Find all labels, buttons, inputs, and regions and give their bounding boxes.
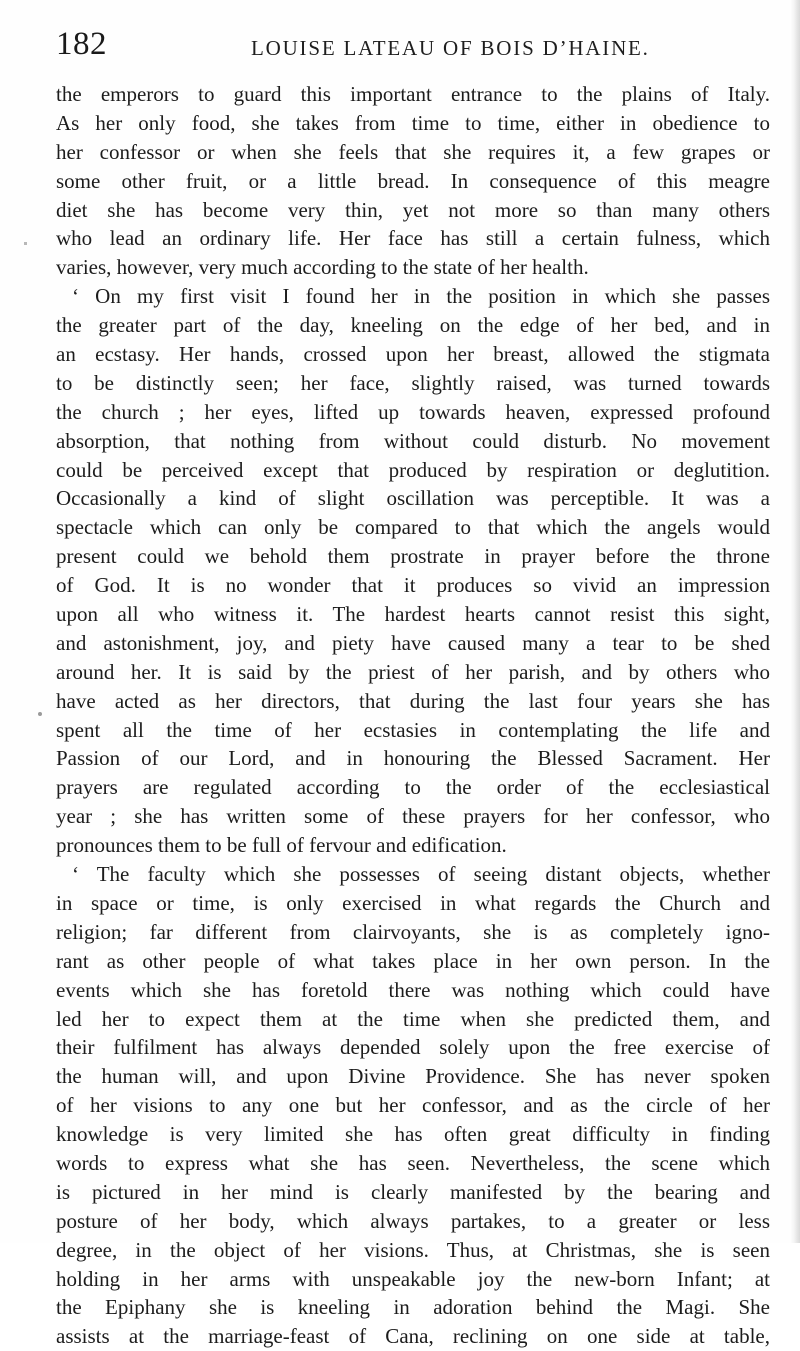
text-line: prayers are regulated according to the order of the ecclesiastical bbox=[56, 775, 770, 800]
text-line: around her. It is said by the priest of her parish, and by others who bbox=[56, 659, 770, 684]
text-line: in space or time, is only exercised in what regards the Church and bbox=[56, 890, 770, 915]
text-line: of her visions to any one but her confessor, and as the circle of her bbox=[56, 1093, 770, 1118]
text-line: have acted as her directors, that during the last four years she has bbox=[56, 688, 770, 713]
text-line: the human will, and upon Divine Providence. She has never spoken bbox=[56, 1064, 770, 1089]
margin-mark bbox=[24, 242, 27, 245]
text-line: an ecstasy. Her hands, crossed upon her breast, allowed the stigmata bbox=[56, 342, 770, 367]
text-line: holding in her arms with unspeakable joy the new-born Infant; at bbox=[56, 1266, 770, 1291]
text-line: assists at the marriage-feast of Cana, reclining on one side at table, bbox=[56, 1324, 770, 1349]
text-line: the greater part of the day, kneeling on the edge of her bed, and in bbox=[56, 313, 770, 338]
text-line: could be perceived except that produced by respiration or deglutition. bbox=[56, 457, 770, 482]
page-header bbox=[56, 26, 776, 70]
text-line: As her only food, she takes from time to time, either in obedience to bbox=[56, 110, 770, 135]
text-line: posture of her body, which always partakes, to a greater or less bbox=[56, 1208, 770, 1233]
text-line: pronounces them to be full of fervour and edification. bbox=[56, 833, 507, 858]
text-line: present could we behold them prostrate in prayer before the throne bbox=[56, 544, 770, 569]
text-line: events which she has foretold there was nothing which could have bbox=[56, 977, 770, 1002]
text-line: is pictured in her mind is clearly manifested by the bearing and bbox=[56, 1179, 770, 1204]
text-line: religion; far different from clairvoyants, she is as completely igno- bbox=[56, 919, 770, 944]
text-line: and astonishment, joy, and piety have caused many a tear to be shed bbox=[56, 630, 770, 655]
text-line: absorption, that nothing from without could disturb. No movement bbox=[56, 428, 770, 453]
text-line: spectacle which can only be compared to that which the angels would bbox=[56, 515, 770, 540]
text-line: varies, however, very much according to the state of her health. bbox=[56, 255, 589, 280]
text-line: the church ; her eyes, lifted up towards heaven, expressed profound bbox=[56, 399, 770, 424]
text-line: ‘ The faculty which she possesses of seeing distant objects, whether bbox=[72, 862, 770, 887]
text-line: who lead an ordinary life. Her face has still a certain fulness, which bbox=[56, 226, 770, 251]
text-line: year ; she has written some of these prayers for her confessor, who bbox=[56, 804, 770, 829]
text-line: their fulfilment has always depended solely upon the free exercise of bbox=[56, 1035, 770, 1060]
body-text bbox=[56, 80, 770, 1351]
text-line: spent all the time of her ecstasies in contemplating the life and bbox=[56, 717, 770, 742]
text-line: words to express what she has seen. Nevertheless, the scene which bbox=[56, 1150, 770, 1175]
text-line: degree, in the object of her visions. Thus, at Christmas, she is seen bbox=[56, 1237, 770, 1262]
text-line: some other fruit, or a little bread. In consequence of this meagre bbox=[56, 168, 770, 193]
text-line: the Epiphany she is kneeling in adoration behind the Magi. She bbox=[56, 1295, 770, 1320]
text-line: led her to expect them at the time when she predicted them, and bbox=[56, 1006, 770, 1031]
text-line: knowledge is very limited she has often great difficulty in finding bbox=[56, 1122, 770, 1147]
margin-dot bbox=[38, 712, 42, 716]
text-line: Passion of our Lord, and in honouring the Blessed Sacrament. Her bbox=[56, 746, 770, 771]
text-line: upon all who witness it. The hardest hearts cannot resist this sight, bbox=[56, 602, 770, 627]
text-line: Occasionally a kind of slight oscillation was perceptible. It was a bbox=[56, 486, 770, 511]
running-head: LOUISE LATEAU OF BOIS D’HAINE. bbox=[251, 36, 650, 60]
text-line: the emperors to guard this important entrance to the plains of Italy. bbox=[56, 82, 770, 106]
page-edge-shadow bbox=[790, 0, 800, 1243]
text-line: of God. It is no wonder that it produces so vivid an impression bbox=[56, 573, 770, 598]
text-line: diet she has become very thin, yet not more so than many others bbox=[56, 197, 770, 222]
text-line: to be distinctly seen; her face, slightly raised, was turned towards bbox=[56, 370, 770, 395]
text-line: her confessor or when she feels that she requires it, a few grapes or bbox=[56, 139, 770, 164]
text-line: ‘ On my first visit I found her in the position in which she passes bbox=[72, 284, 770, 309]
page-number: 182 bbox=[56, 26, 107, 62]
text-line: rant as other people of what takes place in her own person. In the bbox=[56, 948, 770, 973]
